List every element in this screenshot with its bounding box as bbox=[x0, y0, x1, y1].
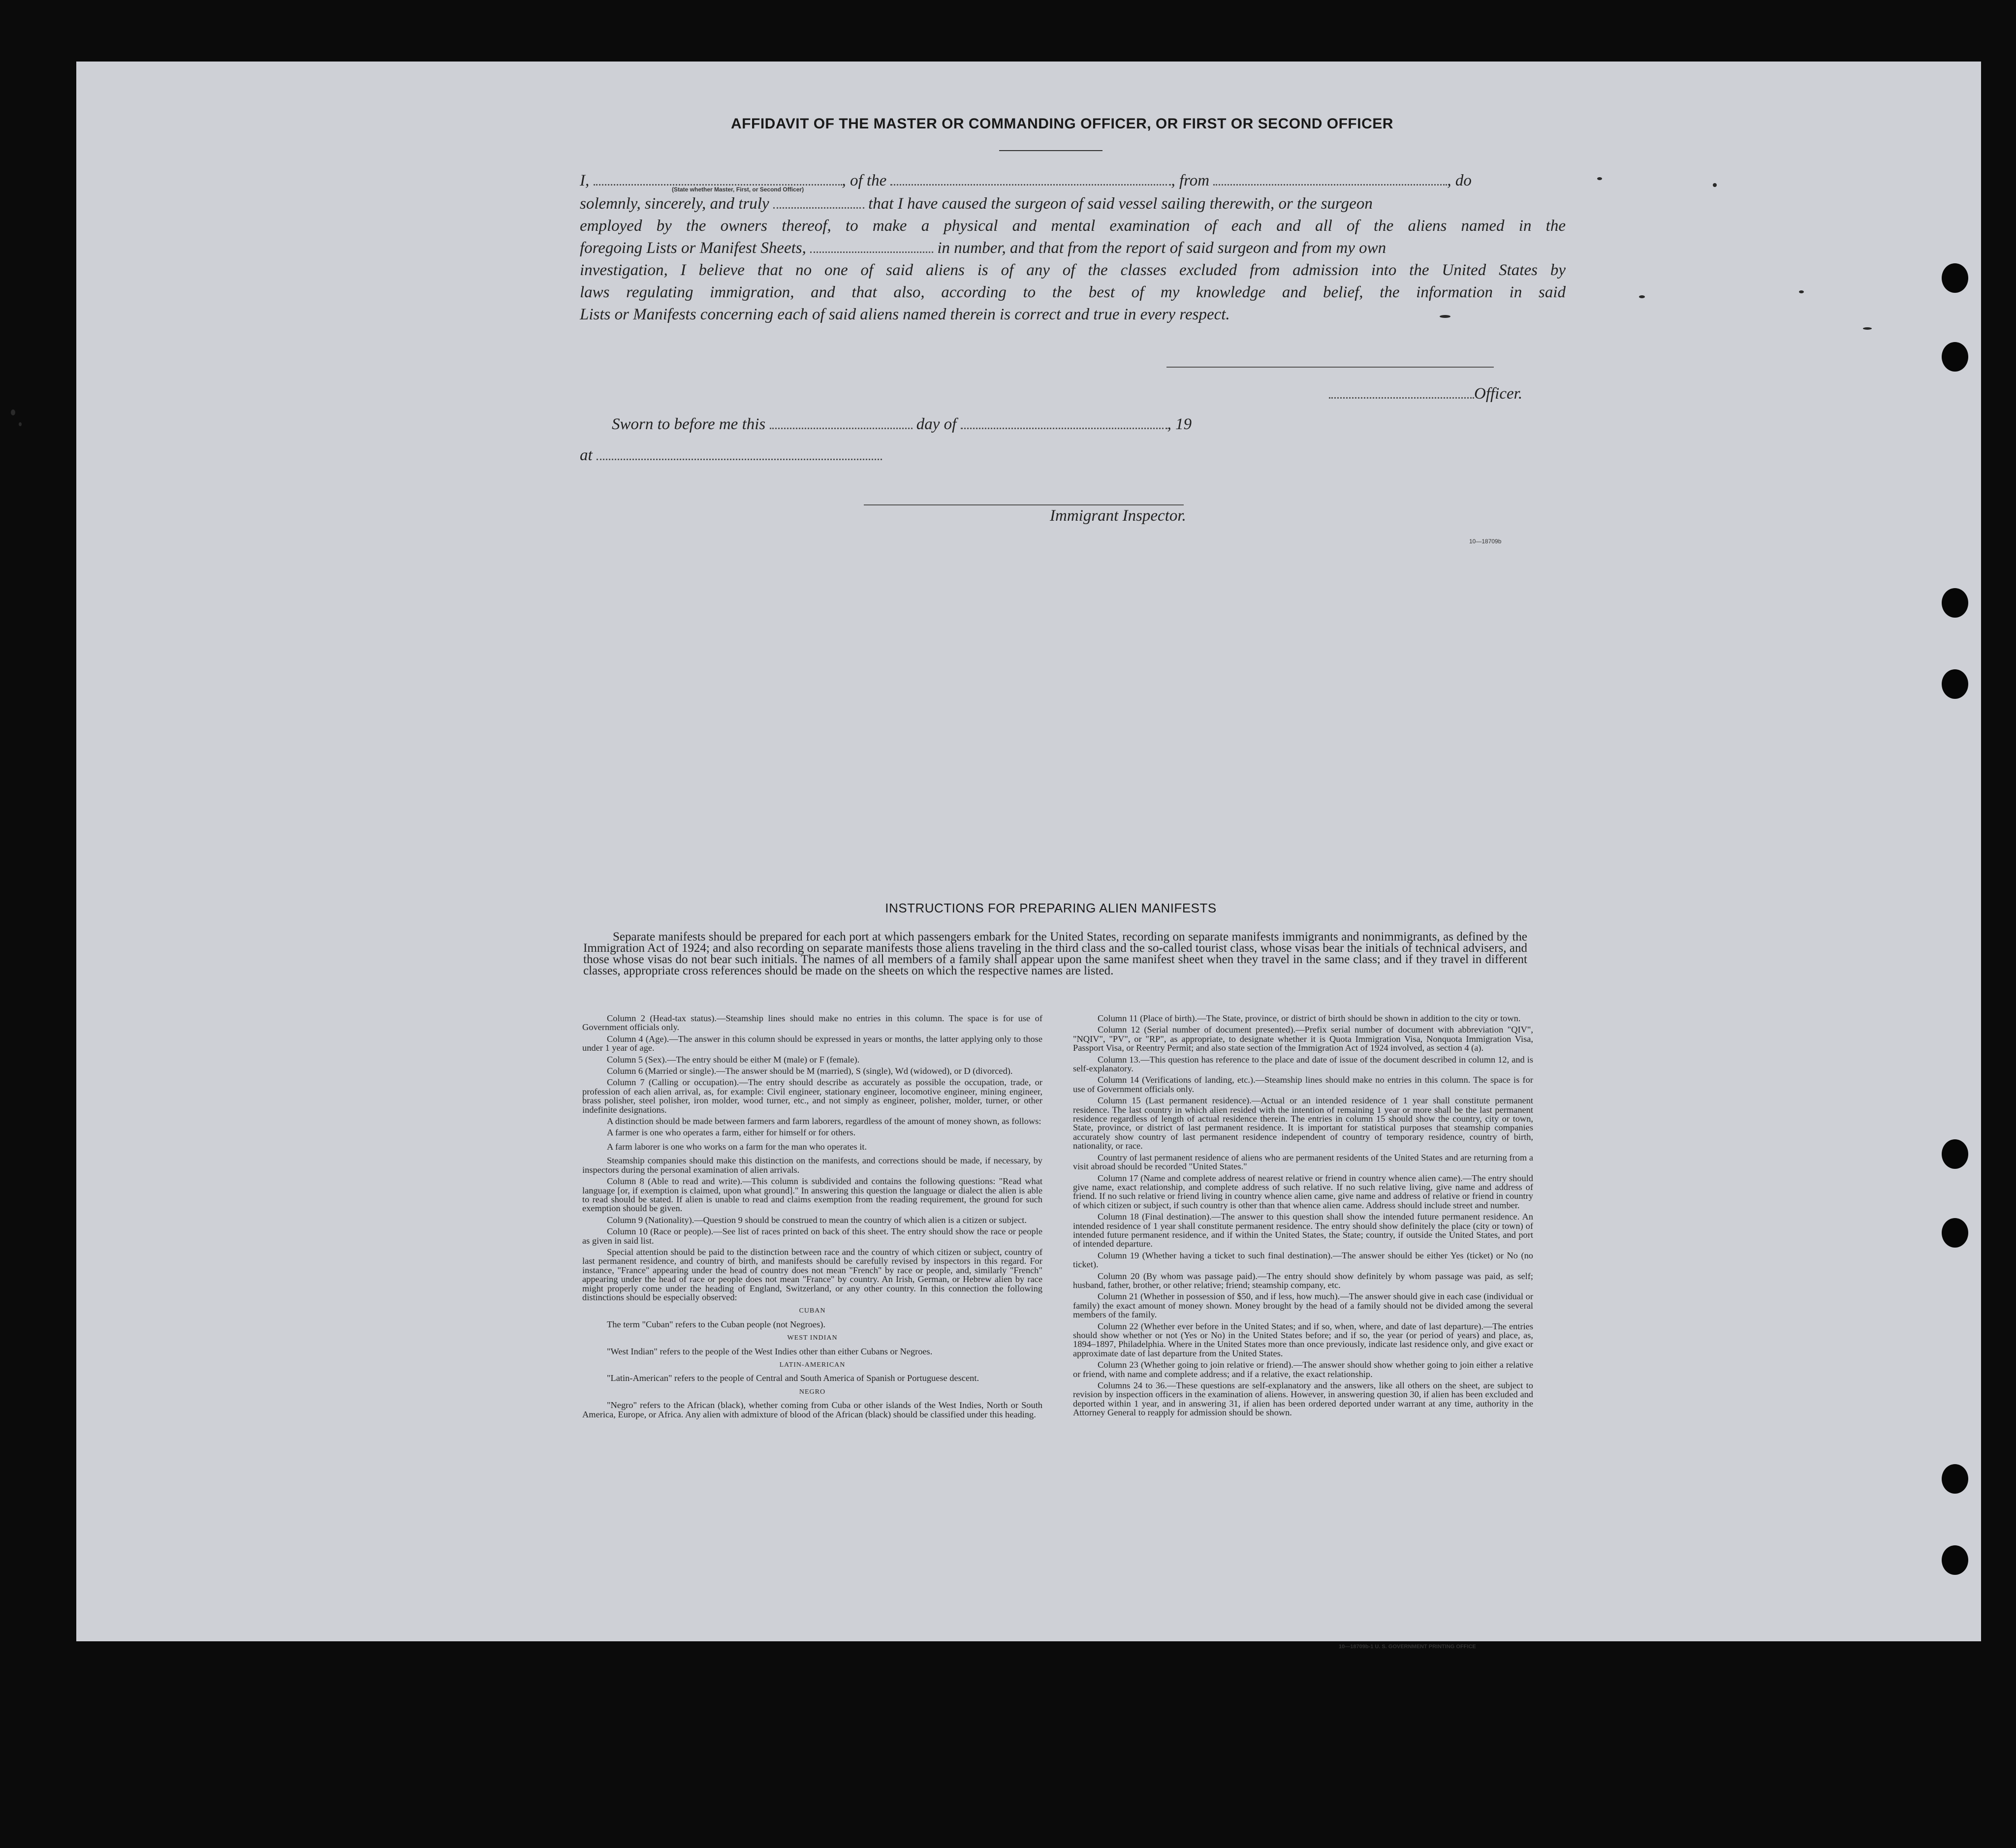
instruction-steamship: Steamship companies should make this distinction on the manifests, and corrections should be made, if necessary, by inspectors during the personal examination of alien arrivals. bbox=[582, 1156, 1042, 1175]
sworn-line: Sworn to before me this day of , 19 bbox=[612, 415, 1192, 433]
instruction-col-11: Column 11 (Place of birth).—The State, province, or district of birth should be shown in addition to the city or town. bbox=[1098, 1014, 1521, 1023]
at-line: at bbox=[580, 444, 882, 467]
instruction-col-19: Column 19 (Whether having a ticket to such final destination).—The answer should be either Yes (ticket) or No (no ticket). bbox=[1073, 1250, 1533, 1270]
binder-hole bbox=[1942, 1545, 1968, 1575]
binder-hole bbox=[1942, 669, 1968, 699]
binder-hole bbox=[1942, 1139, 1968, 1169]
instruction-col-18: Column 18 (Final destination).—The answer to this question shall show the intended future permanent residence. An intended residence of 1 year shall constitute permanent residence. The entry should show definitely the place (city or town) of intended future permanent residence, and if within the United States, the State; country, if outside the United States, and port of intended departure. bbox=[1073, 1212, 1533, 1249]
affidavit-line-4: foregoing Lists or Manifest Sheets, in number, and that from the report of said surgeon and from my own bbox=[580, 239, 1386, 257]
instructions-left-column bbox=[582, 1014, 1042, 1654]
affidavit-line-6: laws regulating immigration, and that also, according to the best of my knowledge and belief, the information in said bbox=[580, 283, 1566, 301]
affidavit-title: AFFIDAVIT OF THE MASTER OR COMMANDING OFFICER, OR FIRST OR SECOND OFFICER bbox=[731, 116, 1393, 132]
instructions-title: INSTRUCTIONS FOR PREPARING ALIEN MANIFESTS bbox=[885, 901, 1217, 915]
instruction-col-6: Column 6 (Married or single).—The answer should be M (married), S (single), Wd (widowed), or D (divorced). bbox=[607, 1066, 1013, 1076]
instruction-col-20: Column 20 (By whom was passage paid).—The entry should show definitely by whom passage was paid, as self; husband, father, brother, or other relative; friend; steamship company, etc. bbox=[1073, 1271, 1533, 1290]
instruction-col-10: Column 10 (Race or people).—See list of races printed on back of this sheet. The entry should show the race or people as given in said list. bbox=[582, 1226, 1042, 1246]
instruction-col-2: Column 2 (Head-tax status).—Steamship lines should make no entries in this column. The space is for use of Government officials only. bbox=[582, 1014, 1042, 1033]
affidavit-line-2: solemnly, sincerely, and truly that I have caused the surgeon of said vessel sailing therewith, or the surgeon bbox=[580, 195, 1373, 213]
instruction-negro: "Negro" refers to the African (black), whether coming from Cuba or other islands of the West Indies, North or South America, Europe, or Africa. Any alien with admixture of blood of the African (black) should be classified under this heading. bbox=[582, 1400, 1042, 1419]
inspector-signature-line[interactable] bbox=[864, 504, 1184, 505]
ink-speck bbox=[1713, 183, 1717, 187]
instruction-cuban: The term "Cuban" refers to the Cuban people (not Negroes). bbox=[607, 1319, 825, 1329]
binder-hole bbox=[1942, 1218, 1968, 1248]
rank-note: (State whether Master, First, or Second Officer) bbox=[672, 186, 804, 193]
binder-hole bbox=[1942, 588, 1968, 618]
ink-speck bbox=[1639, 295, 1645, 298]
instruction-west-indian: "West Indian" refers to the people of the West Indies other than either Cubans or Negroes. bbox=[607, 1346, 933, 1356]
instruction-col-21: Column 21 (Whether in possession of $50, and if less, how much).—The answer should give in each case (individual or family) the exact amount of money shown. Money brought by the head of a family should not be divided among the several members of the family. bbox=[1073, 1291, 1533, 1320]
port-from-blank[interactable] bbox=[1213, 184, 1447, 186]
instruction-farm-laborer: A farm laborer is one who works on a farm for the man who operates it. bbox=[607, 1141, 867, 1152]
instruction-col-7: Column 7 (Calling or occupation).—The entry should describe as accurately as possible the occupation, trade, or profession of each alien arrival, as, for example: Civil engineer, stationary engineer, locomotive engineer, mining engineer, brass polisher, steel polisher, iron molder, wood turner, etc., and not simply as engineer, polisher, molder, turner, or other indefinite designations. bbox=[582, 1077, 1042, 1115]
oath-blank[interactable] bbox=[773, 207, 864, 209]
binder-hole bbox=[1942, 342, 1968, 372]
ink-speck bbox=[1597, 177, 1602, 180]
instruction-latin-american: "Latin-American" refers to the people of Central and South America of Spanish or Portuguese descent. bbox=[607, 1373, 979, 1383]
instruction-farm-distinction: A distinction should be made between farmers and farm laborers, regardless of the amount of money shown, as follows: bbox=[607, 1116, 1041, 1127]
heading-cuban: CUBAN bbox=[799, 1307, 826, 1315]
officer-signature-line[interactable] bbox=[1166, 367, 1494, 368]
instruction-col-17: Column 17 (Name and complete address of nearest relative or friend in country whence alien came).—The entry should give name, exact relationship, and complete address of such relative. If no such relative living, give name and address of friend. If no such relative or friend living in country whence alien came, give name and address of relative or friend in country of which citizen or subject, if such country is other than that whence alien came. Address should include street and number. bbox=[1073, 1173, 1533, 1210]
heading-latin-american: LATIN-AMERICAN bbox=[779, 1361, 846, 1369]
title-underline bbox=[999, 150, 1102, 151]
ink-speck bbox=[1799, 290, 1804, 293]
sheet-count-blank[interactable] bbox=[810, 251, 933, 253]
instruction-col-13: Column 13.—This question has reference to the place and date of issue of the document described in column 12, and is self-explanatory. bbox=[1073, 1054, 1533, 1074]
instruction-country-residence: Country of last permanent residence of aliens who are permanent residents of the United States and are returning from a visit abroad should be recorded "United States." bbox=[1073, 1152, 1533, 1172]
instruction-col-15: Column 15 (Last permanent residence).—Actual or an intended residence of 1 year shall constitute permanent residence. The last country in which alien resided with the intention of remaining 1 year or more shall be the last permanent residence regardless of length of actual residence therein. The entries in column 15 should show the country, city or town, State, province, or district of last permanent residence. It is important for statistical purposes that steamship companies accurately show country of last permanent residence independent of country of temporary residence, country of birth, nationality, or race. bbox=[1073, 1096, 1533, 1151]
officer-line: Officer. bbox=[1329, 383, 1522, 405]
instruction-col-22: Column 22 (Whether ever before in the United States; and if so, when, where, and date of last departure).—The entries should show whether or not (Yes or No) in the United States before; and if so, the year (or period of years) and place, as, 1894–1897, Philadelphia. Where in the United States more than once previously, indicate last residence only, and give exact or approximate date of last departure from the United States. bbox=[1073, 1321, 1533, 1358]
affidavit-line-5: investigation, I believe that no one of said aliens is of any of the classes excluded from admission into the United States by bbox=[580, 261, 1566, 279]
heading-negro: NEGRO bbox=[799, 1388, 826, 1396]
binder-hole bbox=[1942, 1464, 1968, 1494]
instruction-col-12: Column 12 (Serial number of document presented).—Prefix serial number of document with abbreviation "QIV", "NQIV", "PV", or "RP", as appropriate, to designate whether it is Quota Immigration Visa, Nonquota Immigration Visa, Passport Visa, or Reentry Permit; and also state section of the Immigration Act of 1924 involved, as section 4 (a). bbox=[1073, 1025, 1533, 1053]
instructions-intro: Separate manifests should be prepared for each port at which passengers embark for the United States, recording on separate manifests immigrants and nonimmigrants, as defined by the Immigration Act of 1924; and also recording on separate manifests those aliens traveling in the third class and the so-called tourist class, whose visas bear the initials of technical advisers, and those whose visas do not bear such initials. The names of all members of a family shall appear upon the same manifest sheet when they travel in the same class; and if they travel in different classes, appropriate cross references should be made on the sheets on which the respective names are listed. bbox=[583, 930, 1527, 977]
instruction-col-9: Column 9 (Nationality).—Question 9 should be construed to mean the country of which alien is a citizen or subject. bbox=[607, 1215, 1027, 1225]
binder-hole bbox=[1942, 263, 1968, 293]
sworn-month-blank[interactable] bbox=[961, 427, 1167, 429]
affidavit-line-7: Lists or Manifests concerning each of said aliens named therein is correct and true in every respect. bbox=[580, 306, 1230, 323]
instruction-farmer: A farmer is one who operates a farm, either for himself or for others. bbox=[607, 1128, 856, 1138]
instructions-right-column bbox=[1073, 1014, 1533, 1654]
instruction-col-4: Column 4 (Age).—The answer in this column should be expressed in years or months, the latter applying only to those under 1 year of age. bbox=[582, 1034, 1042, 1053]
ink-speck bbox=[1863, 327, 1872, 330]
affidavit-line-1: I, , of the , from , do bbox=[580, 172, 1472, 189]
affidavit-line-3: employed by the owners thereof, to make a physical and mental examination of each and all of the aliens named in the bbox=[580, 217, 1566, 235]
inspector-label: Immigrant Inspector. bbox=[1050, 507, 1186, 525]
instruction-col-14: Column 14 (Verifications of landing, etc.).—Steamship lines should make no entries in this column. The space is for use of Government officials only. bbox=[1073, 1075, 1533, 1094]
form-number: 10—18709b bbox=[1469, 538, 1502, 545]
instruction-special-attention: Special attention should be paid to the distinction between race and the country of which citizen or subject, country of last permanent residence, and country of birth, and manifests should be carefully revised by inspectors in this regard. For instance, "France" appearing under the head of country does not mean "French" by race or people, and, similarly "French" appearing under the head of race or people does not mean "France" by country. An Irish, German, or Hebrew alien by race might properly come under the heading of England, Switzerland, or any other country. In this connection the following distinctions should be especially observed: bbox=[582, 1247, 1042, 1302]
instruction-col-8: Column 8 (Able to read and write).—This column is subdivided and contains the following questions: "Read what language [or, if exemption is claimed, upon what ground]." In answering this question the language or dialect the alien is able to read should be stated. If alien is unable to read and claims exemption from the reading requirement, the ground for such exemption should be given. bbox=[582, 1176, 1042, 1214]
instruction-col-5: Column 5 (Sex).—The entry should be either M (male) or F (female). bbox=[607, 1054, 860, 1065]
ink-speck bbox=[19, 422, 22, 426]
officer-name-blank[interactable] bbox=[1329, 397, 1474, 399]
ink-speck bbox=[11, 409, 15, 415]
heading-west-indian: WEST INDIAN bbox=[787, 1334, 838, 1342]
sworn-day-blank[interactable] bbox=[770, 427, 913, 429]
printer-imprint: 10—18709b-1 U. S. GOVERNMENT PRINTING OFFICE bbox=[1339, 1644, 1476, 1650]
at-place-blank[interactable] bbox=[597, 458, 882, 460]
instruction-col-23: Column 23 (Whether going to join relative or friend).—The answer should show whether going to join either a relative or friend, with name and complete address; and if a relative, the exact relationship. bbox=[1073, 1360, 1533, 1379]
instruction-col-24-36: Columns 24 to 36.—These questions are self-explanatory and the answers, like all others on the sheet, are subject to revision by inspection officers in the examination of aliens. However, in answering question 30, if alien has been excluded and deported within 1 year, and in answering 31, if alien has been ordered deported under warrant at any time, authority in the Attorney General to reapply for admission should be shown. bbox=[1073, 1380, 1533, 1418]
officer-rank-blank[interactable] bbox=[594, 184, 842, 186]
vessel-name-blank[interactable] bbox=[890, 184, 1171, 186]
